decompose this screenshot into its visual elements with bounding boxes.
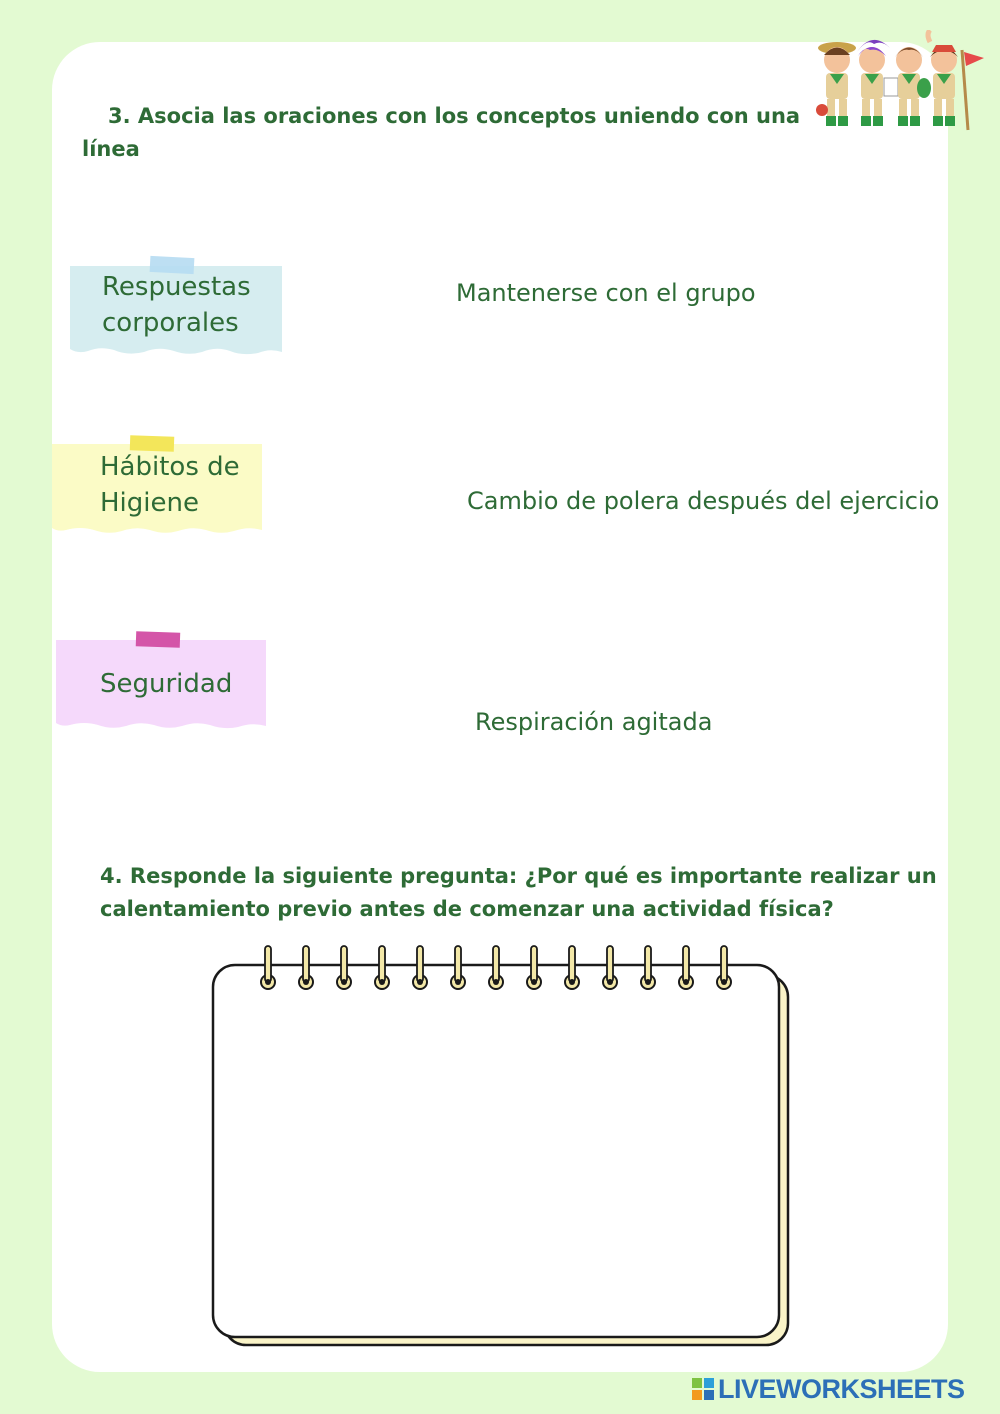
question-3-title: 3. Asocia las oraciones con los conceptos uniendo con una línea [82,104,801,161]
concept-label: Hábitos de Higiene [100,452,240,518]
option-respiracion-agitada[interactable]: Respiración agitada [475,708,713,736]
concept-label: Seguridad [100,669,233,699]
concept-card-habitos-de-higiene[interactable] [52,436,264,536]
question-4-title: 4. Responde la siguiente pregunta: ¿Por qué es importante realizar un calentamiento previo antes de comenzar una actividad física? [100,864,937,921]
concept-card-seguridad[interactable] [56,630,268,730]
concept-card-respuestas-corporales[interactable] [70,256,284,358]
scouts-illustration-icon [812,30,988,134]
concept-label: Respuestas corporales [102,272,251,338]
option-mantenerse-con-el-grupo[interactable]: Mantenerse con el grupo [456,279,756,307]
option-cambio-de-polera[interactable]: Cambio de polera después del ejercicio [467,487,940,515]
liveworksheets-icon [692,1378,714,1400]
answer-textarea[interactable] [240,1010,750,1310]
brand-name: LIVEWORKSHEETS [718,1373,965,1404]
liveworksheets-logo [692,1374,965,1404]
